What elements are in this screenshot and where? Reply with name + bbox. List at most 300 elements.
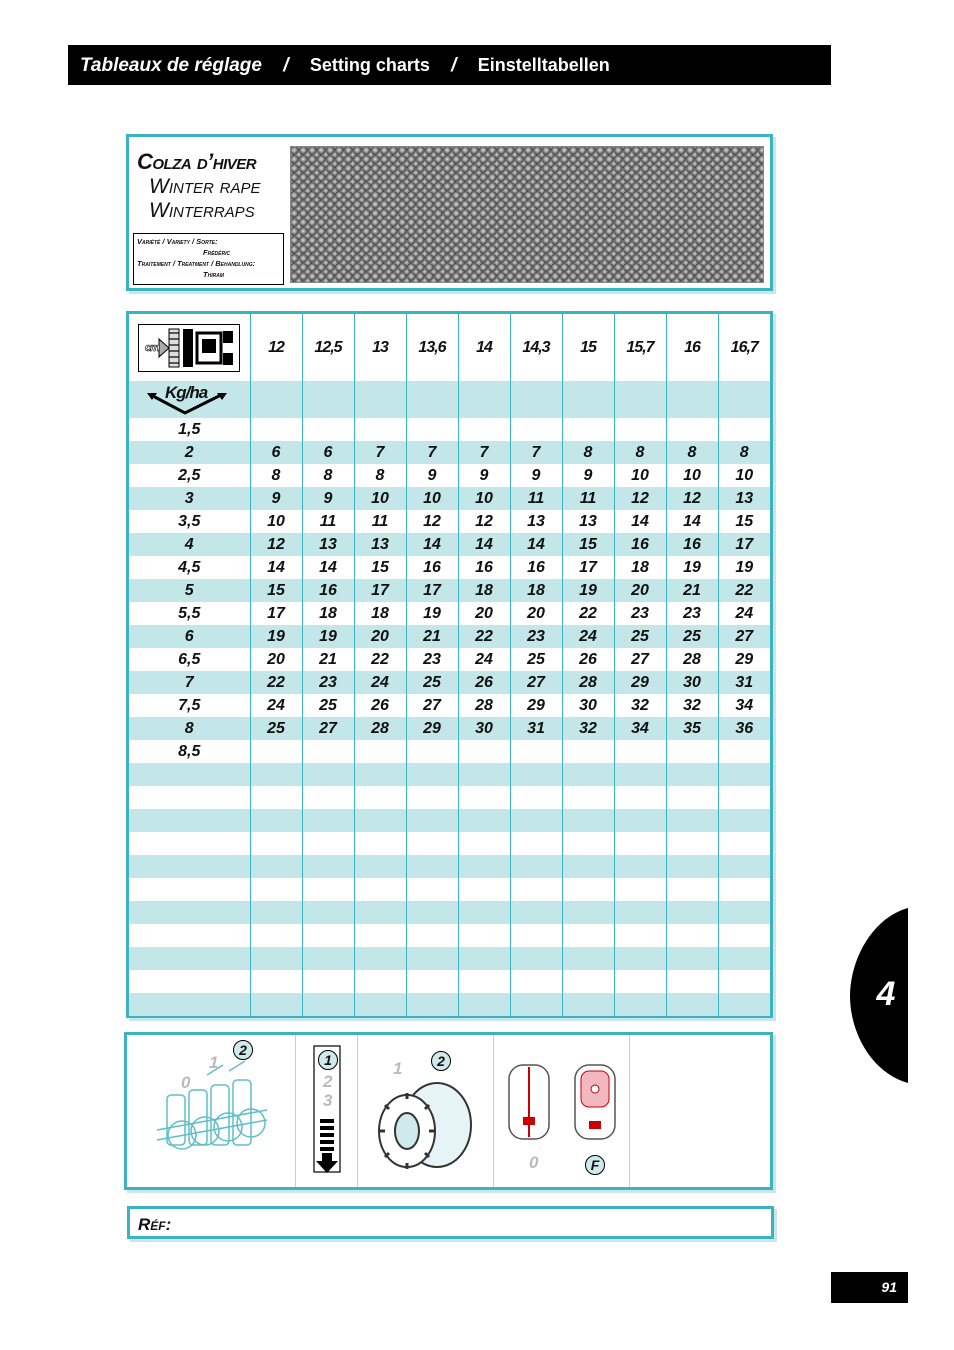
table-cell: 7	[458, 441, 510, 464]
table-row	[129, 464, 770, 487]
empty-cell	[129, 970, 250, 993]
empty-cell	[666, 763, 718, 786]
row-header-kgha: 4,5	[129, 556, 250, 579]
table-cell: 34	[614, 717, 666, 740]
empty-cell	[614, 993, 666, 1016]
table-cell: 8	[302, 464, 354, 487]
empty-row	[129, 901, 770, 924]
empty-cell	[250, 809, 302, 832]
empty-cell	[718, 855, 770, 878]
table-cell: 25	[614, 625, 666, 648]
empty-cell	[354, 970, 406, 993]
kgha-row-cell	[614, 381, 666, 418]
table-cell: 11	[354, 510, 406, 533]
table-cell: 21	[406, 625, 458, 648]
empty-cell	[250, 786, 302, 809]
table-cell: 15	[250, 579, 302, 602]
flap-position-2: 2	[323, 1072, 333, 1091]
chevron-down-icon	[147, 387, 227, 417]
table-cell: 30	[458, 717, 510, 740]
empty-cell	[510, 947, 562, 970]
table-cell: 16	[510, 556, 562, 579]
kgha-header-cell	[129, 381, 250, 418]
table-cell: 16	[458, 556, 510, 579]
table-cell	[354, 740, 406, 763]
empty-row	[129, 970, 770, 993]
table-cell: 23	[302, 671, 354, 694]
empty-cell	[614, 763, 666, 786]
table-cell: 21	[666, 579, 718, 602]
table-cell	[718, 740, 770, 763]
empty-cell	[718, 924, 770, 947]
gear-wheel-diagram	[357, 1035, 494, 1187]
table-cell: 8	[614, 441, 666, 464]
empty-cell	[510, 878, 562, 901]
empty-cell	[614, 878, 666, 901]
empty-cell	[406, 855, 458, 878]
table-cell: 24	[250, 694, 302, 717]
table-cell: 12	[458, 510, 510, 533]
row-header-kgha: 7	[129, 671, 250, 694]
seed-name-de: Winterraps	[149, 199, 255, 222]
row-header-kgha: 1,5	[129, 418, 250, 441]
row-header-kgha: 2	[129, 441, 250, 464]
table-cell: 10	[406, 487, 458, 510]
table-cell: 14	[666, 510, 718, 533]
table-cell: 27	[406, 694, 458, 717]
empty-cell	[614, 855, 666, 878]
empty-cell	[510, 763, 562, 786]
empty-cell	[354, 809, 406, 832]
column-header-5: 14,3	[510, 314, 562, 381]
empty-cell	[406, 809, 458, 832]
table-cell: 27	[302, 717, 354, 740]
table-cell: 19	[302, 625, 354, 648]
empty-cell	[129, 947, 250, 970]
flap-position-diagram	[295, 1035, 358, 1187]
empty-cell	[666, 993, 718, 1016]
empty-cell	[510, 832, 562, 855]
empty-cell	[562, 993, 614, 1016]
table-cell: 10	[614, 464, 666, 487]
empty-cell	[129, 855, 250, 878]
empty-row	[129, 924, 770, 947]
table-cell: 20	[354, 625, 406, 648]
table-cell: 17	[562, 556, 614, 579]
table-cell: 31	[510, 717, 562, 740]
empty-cell	[302, 924, 354, 947]
table-cell: 7	[510, 441, 562, 464]
table-row	[129, 671, 770, 694]
table-cell	[666, 740, 718, 763]
row-header-kgha: 8	[129, 717, 250, 740]
row-header-kgha: 2,5	[129, 464, 250, 487]
flap-position-3: 3	[323, 1091, 333, 1110]
empty-cell	[129, 993, 250, 1016]
table-cell: 25	[250, 717, 302, 740]
variety-label: Variété / Variety / Sorte:	[137, 237, 218, 246]
table-cell: 24	[735, 604, 754, 622]
column-header-0: 12	[250, 314, 302, 381]
empty-row	[129, 809, 770, 832]
kgha-row-cell	[354, 381, 406, 418]
table-cell: 27	[718, 625, 770, 648]
table-cell	[354, 418, 406, 441]
table-cell: 18	[354, 602, 406, 625]
empty-cell	[458, 947, 510, 970]
table-cell: 28	[458, 694, 510, 717]
kgha-row	[129, 381, 770, 418]
table-cell: 15	[354, 556, 406, 579]
table-cell: 16	[406, 556, 458, 579]
kgha-row-cell	[666, 381, 718, 418]
kgha-label: Kg/ha	[165, 383, 208, 402]
table-cell	[250, 418, 302, 441]
table-cell	[562, 418, 614, 441]
column-header-8: 16	[666, 314, 718, 381]
row-header-kgha: 3,5	[129, 510, 250, 533]
table-cell	[406, 740, 458, 763]
empty-cell	[129, 924, 250, 947]
table-cell: 18	[614, 556, 666, 579]
title-de: Einstelltabellen	[477, 55, 610, 75]
table-cell: 9	[458, 464, 510, 487]
title-fr: Tableaux de réglage	[80, 55, 262, 76]
empty-cell	[302, 832, 354, 855]
page-number: 91	[881, 1279, 897, 1295]
table-row	[129, 648, 770, 671]
empty-cell	[614, 901, 666, 924]
table-cell: 26	[562, 648, 614, 671]
table-cell: 13	[562, 510, 614, 533]
table-cell: 22	[718, 579, 770, 602]
table-cell: 22	[354, 648, 406, 671]
table-cell: 8	[354, 464, 406, 487]
gauge-header-cell	[129, 314, 250, 381]
table-cell: 29	[406, 717, 458, 740]
empty-cell	[666, 947, 718, 970]
table-cell: 28	[354, 717, 406, 740]
empty-cell	[718, 901, 770, 924]
table-cell: 10	[250, 510, 302, 533]
table-row	[129, 510, 770, 533]
table-cell: 14	[302, 556, 354, 579]
table-cell: 23	[614, 602, 666, 625]
flap-down-arrow-icon	[313, 1045, 343, 1187]
table-cell: 26	[458, 671, 510, 694]
table-cell: 26	[354, 694, 406, 717]
empty-cell	[354, 855, 406, 878]
spacing-gauge-icon	[138, 324, 240, 372]
table-cell: 12	[406, 510, 458, 533]
empty-cell	[458, 993, 510, 1016]
table-cell: 19	[406, 602, 458, 625]
gear-position-1: 1	[393, 1059, 403, 1078]
table-cell: 23	[406, 648, 458, 671]
kgha-row-cell	[406, 381, 458, 418]
seed-name-en: Winter rape	[149, 175, 261, 198]
empty-cell	[406, 924, 458, 947]
table-cell: 9	[510, 464, 562, 487]
empty-cell	[458, 878, 510, 901]
row-header-kgha: 5	[129, 579, 250, 602]
table-cell: 17	[718, 533, 770, 556]
empty-cell	[250, 878, 302, 901]
table-cell: 10	[458, 487, 510, 510]
table-cell: 19	[666, 556, 718, 579]
empty-cell	[666, 809, 718, 832]
table-cell: 24	[458, 648, 510, 671]
table-cell: 12	[250, 533, 302, 556]
table-row	[129, 625, 770, 648]
empty-row	[129, 763, 770, 786]
table-cell: 17	[406, 579, 458, 602]
table-cell: 13	[718, 487, 770, 510]
empty-cell	[458, 924, 510, 947]
table-cell: 34	[735, 696, 754, 714]
shutter-position-0: 0	[529, 1153, 539, 1172]
empty-cell	[666, 855, 718, 878]
empty-cell	[250, 901, 302, 924]
column-header-9: 16,7	[730, 338, 758, 356]
title-en: Setting charts	[309, 55, 430, 75]
empty-cell	[354, 786, 406, 809]
empty-row	[129, 947, 770, 970]
empty-cell	[458, 901, 510, 924]
empty-cell	[718, 809, 770, 832]
treatment-label: Traitement / Treatment / Behandlung:	[137, 259, 256, 268]
empty-cell	[510, 993, 562, 1016]
empty-cell	[718, 832, 770, 855]
table-cell: 18	[458, 579, 510, 602]
gauge-unit: cm	[145, 341, 160, 354]
empty-row	[129, 993, 770, 1016]
empty-cell	[614, 786, 666, 809]
column-header-7: 15,7	[614, 314, 666, 381]
table-cell: 8	[718, 441, 770, 464]
table-cell: 22	[250, 671, 302, 694]
table-row	[129, 418, 770, 441]
row-header-kgha: 5,5	[129, 602, 250, 625]
table-cell: 8	[666, 441, 718, 464]
empty-cell	[718, 786, 770, 809]
empty-cell	[354, 901, 406, 924]
ref-label: Réf:	[138, 1215, 172, 1234]
empty-cell	[250, 763, 302, 786]
table-cell	[510, 740, 562, 763]
table-cell	[562, 740, 614, 763]
empty-cell	[458, 832, 510, 855]
table-cell: 22	[458, 625, 510, 648]
table-cell: 16	[614, 533, 666, 556]
treatment-value: Thiram	[203, 270, 224, 279]
table-cell: 20	[510, 602, 562, 625]
table-cell: 19	[562, 579, 614, 602]
empty-cell	[666, 878, 718, 901]
table-cell: 17	[250, 602, 302, 625]
table-cell: 16	[666, 533, 718, 556]
empty-row	[129, 878, 770, 901]
table-cell: 30	[666, 671, 718, 694]
kgha-row-cell	[302, 381, 354, 418]
empty-cell	[250, 970, 302, 993]
kgha-row-cell	[562, 381, 614, 418]
title-separator-2: /	[451, 55, 457, 76]
table-cell: 7	[406, 441, 458, 464]
table-cell: 14	[510, 533, 562, 556]
seed-panel	[126, 134, 773, 291]
table-cell: 29	[510, 694, 562, 717]
table-cell: 16	[302, 579, 354, 602]
empty-cell	[250, 924, 302, 947]
table-cell: 23	[510, 625, 562, 648]
column-header-4: 14	[458, 314, 510, 381]
empty-cell	[129, 878, 250, 901]
table-cell: 20	[250, 648, 302, 671]
kgha-row-cell	[250, 381, 302, 418]
variety-value: Frédéric	[203, 248, 231, 257]
table-cell: 11	[510, 487, 562, 510]
empty-cell	[129, 786, 250, 809]
table-cell	[302, 740, 354, 763]
table-cell: 23	[666, 602, 718, 625]
table-row	[129, 602, 770, 625]
table-cell	[406, 418, 458, 441]
empty-cell	[562, 832, 614, 855]
empty-cell	[302, 855, 354, 878]
seed-name-block	[137, 149, 287, 223]
table-cell	[614, 740, 666, 763]
flap-position-1-badge: 1	[318, 1050, 338, 1070]
empty-cell	[302, 993, 354, 1016]
empty-cell	[562, 970, 614, 993]
table-cell: 25	[510, 648, 562, 671]
empty-cell	[354, 878, 406, 901]
empty-cell	[718, 947, 770, 970]
empty-cell	[510, 901, 562, 924]
empty-cell	[302, 763, 354, 786]
table-cell: 17	[354, 579, 406, 602]
seed-photo	[290, 146, 764, 283]
empty-cell	[406, 832, 458, 855]
empty-cell	[250, 947, 302, 970]
empty-cell	[562, 878, 614, 901]
gear-wheel-icon	[367, 1075, 487, 1175]
empty-cell	[406, 993, 458, 1016]
distribution-wheels-diagram	[127, 1035, 296, 1187]
table-cell: 7	[354, 441, 406, 464]
empty-cell	[302, 901, 354, 924]
empty-cell	[562, 809, 614, 832]
table-cell: 29	[614, 671, 666, 694]
empty-cell	[562, 947, 614, 970]
row-header-kgha: 3	[129, 487, 250, 510]
empty-cell	[302, 970, 354, 993]
table-cell	[718, 418, 770, 441]
table-cell: 32	[666, 694, 718, 717]
column-header-3: 13,6	[406, 314, 458, 381]
empty-cell	[510, 786, 562, 809]
table-cell: 8	[250, 464, 302, 487]
table-cell: 29	[735, 650, 754, 668]
row-header-kgha: 6	[129, 625, 250, 648]
table-cell: 12	[614, 487, 666, 510]
empty-row	[129, 855, 770, 878]
empty-cell	[354, 832, 406, 855]
empty-cell	[458, 763, 510, 786]
empty-cell	[129, 809, 250, 832]
table-cell: 9	[302, 487, 354, 510]
table-cell: 32	[614, 694, 666, 717]
adjustment-diagram-panel	[124, 1032, 773, 1190]
empty-cell	[666, 924, 718, 947]
table-cell: 27	[510, 671, 562, 694]
table-cell: 25	[666, 625, 718, 648]
table-cell	[458, 740, 510, 763]
empty-cell	[666, 901, 718, 924]
empty-cell	[406, 970, 458, 993]
table-cell: 14	[458, 533, 510, 556]
empty-cell	[406, 947, 458, 970]
setting-table-panel	[126, 311, 773, 1018]
chapter-tab	[850, 908, 908, 1083]
empty-cell	[666, 970, 718, 993]
table-cell: 25	[302, 694, 354, 717]
table-cell: 20	[458, 602, 510, 625]
table-cell: 27	[614, 648, 666, 671]
table-cell: 15	[562, 533, 614, 556]
empty-cell	[562, 924, 614, 947]
table-row	[129, 441, 770, 464]
table-cell: 13	[354, 533, 406, 556]
table-cell: 24	[354, 671, 406, 694]
table-cell: 6	[302, 441, 354, 464]
table-cell: 14	[406, 533, 458, 556]
gear-position-2-badge: 2	[431, 1051, 451, 1071]
table-cell: 14	[614, 510, 666, 533]
kgha-row-cell	[510, 381, 562, 418]
empty-cell	[129, 901, 250, 924]
empty-cell	[614, 832, 666, 855]
table-cell: 11	[302, 510, 354, 533]
empty-cell	[129, 832, 250, 855]
shutter-diagram	[493, 1035, 630, 1187]
empty-row	[129, 786, 770, 809]
empty-cell	[354, 763, 406, 786]
lever-position-1: 1	[209, 1053, 219, 1072]
empty-cell	[406, 878, 458, 901]
empty-cell	[614, 809, 666, 832]
table-cell: 18	[510, 579, 562, 602]
table-row	[129, 694, 770, 717]
table-cell: 10	[735, 466, 754, 484]
column-header-row	[129, 314, 770, 381]
setting-table	[129, 314, 770, 1016]
row-header-kgha: 7,5	[129, 694, 250, 717]
empty-cell	[302, 786, 354, 809]
empty-cell	[510, 809, 562, 832]
lever-position-2-badge: 2	[233, 1040, 253, 1060]
empty-cell	[250, 993, 302, 1016]
empty-cell	[614, 970, 666, 993]
table-cell: 30	[562, 694, 614, 717]
empty-cell	[510, 970, 562, 993]
table-cell: 21	[302, 648, 354, 671]
table-cell: 12	[666, 487, 718, 510]
table-cell	[458, 418, 510, 441]
column-header-6: 15	[562, 314, 614, 381]
table-row	[129, 556, 770, 579]
